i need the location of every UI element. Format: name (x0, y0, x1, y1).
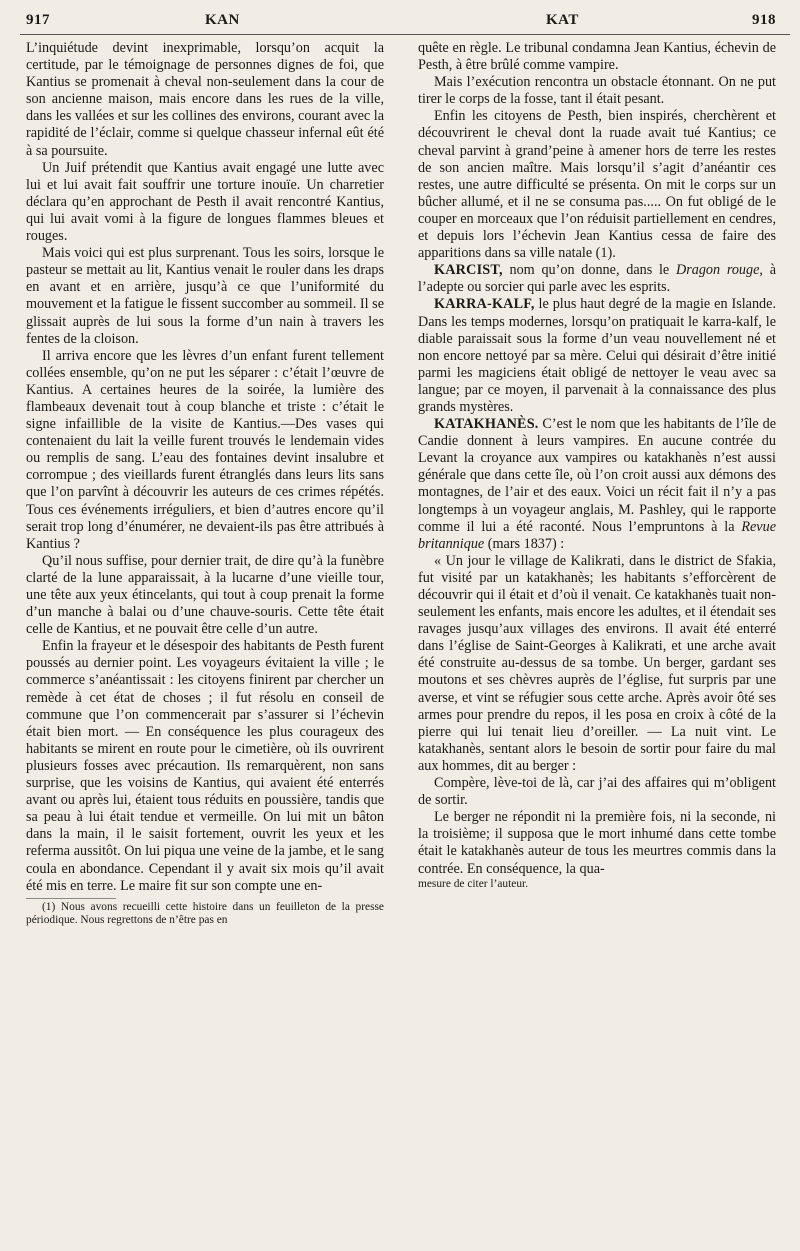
quotation: « Un jour le village de Kalikrati, dans le district de Sfakia, fut visité par un katakhanès; les habitants s’efforcèrent de découvrir qui il était et d’où il venait. Ce katakhanès tuait non-seulement les enfants, mais encore les adultes, et il étendait ses ravages jusqu’aux villages des environs. Il avait été enterré dans l’église de Saint-Georges à Kalikrati, et une arche avait été construite au-dessus de sa tombe. Un berger, gardant ses moutons et ses chèvres auprès de l’église, fut surpris par une averse, et vint se réfugier sous cette arche. Après avoir ôté ses armes pour prendre du repos, il les posa en croix à côté de la pierre qui lui tenait lieu d’oreiller. — La nuit vint. Le katakhanès, sentant alors le besoin de sortir pour faire du mal aux hommes, dit au berger : (418, 552, 776, 774)
paragraph: quête en règle. Le tribunal condamna Jean Kantius, échevin de Pesth, à être brûlé comme vampire. (418, 40, 776, 74)
entry-text: (mars 1837) : (484, 535, 565, 552)
paragraph: L’inquiétude devint inexprimable, lorsqu’on acquit la certitude, par le témoignage de personnes dignes de foi, que Kantius se promenait à cheval non-seulement dans la cour de son ancienne maison, mais encore dans les rues de la ville, dans les vallées et sur les collines des environs, courant avec la rapidité de l’éclair, comme si quelque chasseur infernal eût été à sa poursuite. (26, 40, 384, 159)
paragraph: Un Juif prétendit que Kantius avait engagé une lutte avec lui et lui avait fait souffrir une torture inouïe. Un charretier déclara qu’en approchant de Pesth il avait rencontré Kantius, qui lui avait vomi à la figure de longues flammes bleues et rouges. (26, 159, 384, 245)
paragraph: Enfin la frayeur et le désespoir des habitants de Pesth furent poussés au dernier point. Les voyageurs évitaient la ville ; le commerce s’anéantissait : les citoyens finirent par chercher un remède à cet état de choses ; il fut résolu en conseil de commune que l’on commencerait par s’assurer si l’échevin était bien mort. — En conséquence les plus courageux des habitants se mirent en route pour le cimetière, où ils ouvrirent plusieurs fosses avec précaution. Ils remarquèrent, non sans surprise, que les voisins de Kantius, qui avaient été enterrés avant ou après lui, étaient tous réduits en poussière, tandis que sa peau à lui était tendue et vermeille. On lui mit un bâton dans la main, il le saisit fortement, ouvrit les yeux et les referma aussitôt. On lui piqua une veine de la jambe, et le sang coula en abondance. Cependant il y avait six mois qu’il avait été mis en terre. Le maire fit sur son compte une en- (26, 638, 384, 894)
paragraph: Enfin les citoyens de Pesth, bien inspirés, cherchèrent et découvrirent le cheval dont la ruade avait tué Kantius; ce cheval parvint à grand’peine à amener hors de terre les restes de son ancien maître. Mais lorsqu’il s’agit d’anéantir ces restes, une autre difficulté se présenta. On mit le corps sur un bûcher allumé, et il ne se consuma pas..... On fut obligé de le couper en morceaux que l’on réduisit partiellement en cendres, et depuis lors l’échevin Jean Kantius cessa de faire des apparitions dans sa ville natale (1). (418, 108, 776, 262)
quotation: Le berger ne répondit ni la première fois, ni la seconde, ni la troisième; il supposa que le mort inhumé dans cette tombe était le katakhanès auteur de tous les meurtres commis dans la contrée. En conséquence, la qua- (418, 809, 776, 877)
book-title: Dragon rouge (675, 262, 760, 279)
running-header (0, 10, 800, 36)
entry-term: KARCIST, (434, 262, 503, 279)
left-column (26, 40, 384, 928)
entry-katakhanes (418, 416, 776, 553)
entry-text: le plus haut degré de la magie en Islande. Dans les temps modernes, lorsqu’on pratiquait le karra-kalf, le diable paraissait sous la forme d’un veau nouvellement né et non encore nettoyé par sa mère. Celui qui désirait d’être initié parmi les magiciens était obligé de nettoyer le veau avec sa langue; par ce moyen, il parvenait à la connaissance des plus grands mystères. (418, 296, 776, 415)
header-rule (20, 34, 790, 35)
entry-text: , à l’adepte ou sorcier qui parle avec les esprits. (418, 262, 776, 296)
column-gutter (398, 40, 399, 1245)
right-running-keyword: KAT (546, 12, 579, 28)
left-page-number: 917 (26, 12, 50, 28)
entry-karcist (418, 262, 776, 296)
paragraph: Mais l’exécution rencontra un obstacle étonnant. On ne put tirer le corps de la fosse, tant il était pesant. (418, 74, 776, 108)
quotation: Compère, lève-toi de là, car j’ai des affaires qui m’obligent de sortir. (418, 775, 776, 809)
paragraph: Qu’il nous suffise, pour dernier trait, de dire qu’à la funèbre clarté de la lune apparaissait, à la lucarne d’une vieille tour, une tête aux yeux étincelants, qui tout à coup prenait la forme d’un manche à balai ou d’une chauve-souris. Cette tête était celle de Kantius, et ne pouvait être celle d’un autre. (26, 552, 384, 638)
footnote: (1) Nous avons recueilli cette histoire dans un feuilleton de la presse périodique. Nous regrettons de n’être pas en (26, 900, 384, 927)
entry-text: C’est le nom que les habitants de l’île de Candie donnent à leurs vampires. En aucune contrée du Levant la croyance aux vampires ou katakhanès n’est aussi générale que dans cette île, où l’on croit aussi aux démons des montagnes, de l’air et des eaux. Voici un récit fait il n’y a pas longtemps à un voyageur anglais, M. Pashley, qui le rapporte comme il lui a été raconté. Nous l’empruntons à la (418, 416, 776, 535)
entry-karra-kalf (418, 296, 776, 416)
entry-term: KARRA-KALF, (434, 296, 535, 313)
source-title: Revue britannique (418, 518, 776, 552)
paragraph: Mais voici qui est plus surprenant. Tous les soirs, lorsque le pasteur se mettait au lit, Kantius venait le rouler dans les draps en avant et en arrière, jusqu’à ce que l’uniformité du mouvement et la fatigue le fissent succomber au sommeil. Il se glissait auprès de lui sous la forme d’un nain à travers les fentes de la cloison. (26, 245, 384, 347)
right-page-number: 918 (752, 12, 776, 28)
left-running-keyword: KAN (205, 12, 240, 28)
entry-text: nom qu’on donne, dans le (502, 262, 676, 279)
right-column (418, 40, 776, 891)
footnote-continuation: mesure de citer l’auteur. (418, 877, 529, 890)
entry-term: KATAKHANÈS. (434, 416, 539, 433)
paragraph: Il arriva encore que les lèvres d’un enfant furent tellement collées ensemble, qu’on ne put les séparer : c’était l’œuvre de Kantius. A certaines heures de la soirée, la lumière des flambeaux devenait tout à coup blanche et triste : c’était le signe infaillible de la visite de Kantius.—Des vases qui contenaient du lait la veille furent trouvés le lendemain vides ou remplis de sang. L’eau des fontaines devint insalubre et corrompue ; des vieillards furent étranglés dans leurs lits sans que l’on parvînt à découvrir les auteurs de ces crimes répétés. Tous ces événements irréguliers, et bien d’autres encore qu’il serait trop long d’énumérer, ne devaient-ils pas être attribués à Kantius ? (26, 347, 384, 552)
footnote-rule (26, 898, 116, 899)
